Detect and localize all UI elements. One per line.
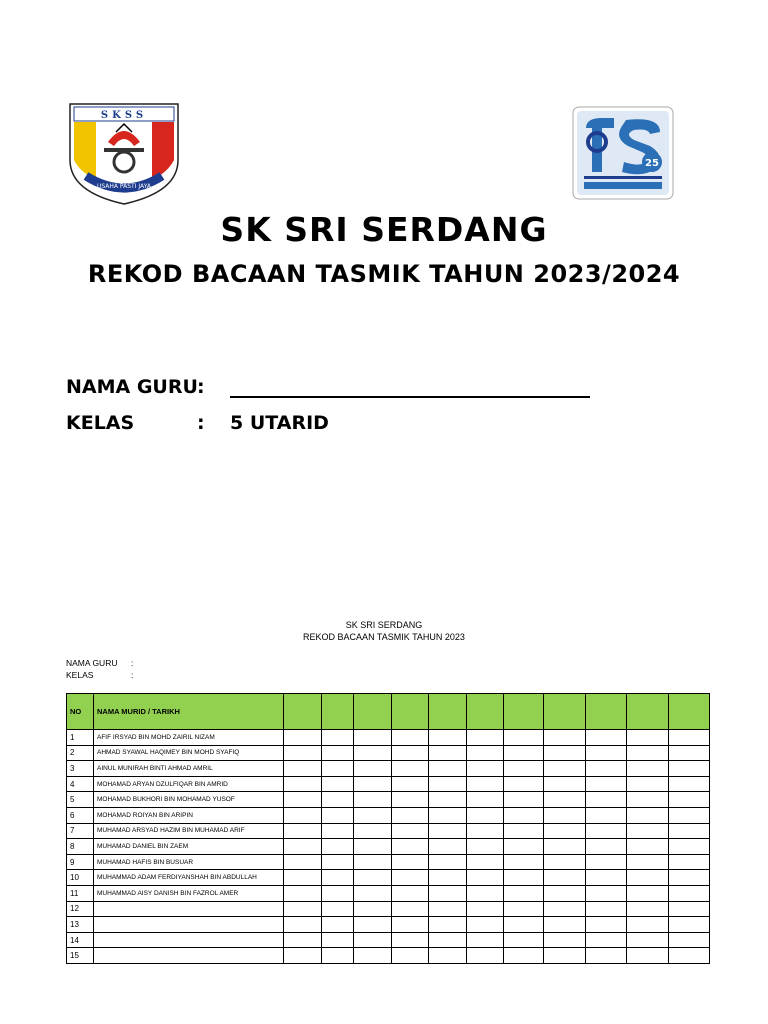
date-cell [429, 823, 467, 839]
date-cell [504, 761, 544, 777]
date-cell [467, 839, 504, 855]
date-cell [429, 917, 467, 933]
date-cell [429, 948, 467, 964]
sheet-class-label: KELAS [66, 670, 94, 680]
date-cell [586, 823, 627, 839]
student-name [94, 932, 284, 948]
sheet-teacher-colon: : [131, 658, 134, 668]
class-colon: : [197, 412, 205, 434]
date-cell [504, 792, 544, 808]
reading-record-table [66, 693, 710, 964]
date-cell [586, 870, 627, 886]
date-cell [504, 745, 544, 761]
table-row [67, 807, 710, 823]
date-cell [467, 745, 504, 761]
date-cell [586, 932, 627, 948]
col-name-header: NAMA MURID / TARIKH [94, 694, 284, 730]
student-name: AFIF IRSYAD BIN MOHD ZAIRIL NIZAM [94, 730, 284, 746]
date-cell [544, 870, 586, 886]
date-cell [284, 761, 322, 777]
date-cell [586, 761, 627, 777]
row-number: 13 [67, 917, 94, 933]
date-cell [544, 792, 586, 808]
date-cell [322, 776, 354, 792]
date-column-header [544, 694, 586, 730]
sheet-class-colon: : [131, 670, 134, 680]
date-column-header [627, 694, 669, 730]
date-cell [586, 901, 627, 917]
date-column-header [467, 694, 504, 730]
date-cell [467, 901, 504, 917]
date-cell [586, 807, 627, 823]
date-cell [392, 730, 429, 746]
student-name: MUHAMAD HAFIS BIN BUSUAR [94, 854, 284, 870]
date-cell [322, 948, 354, 964]
date-cell [467, 885, 504, 901]
table-row [67, 730, 710, 746]
date-cell [392, 932, 429, 948]
date-column-header [669, 694, 710, 730]
date-cell [627, 792, 669, 808]
row-number: 10 [67, 870, 94, 886]
date-cell [354, 807, 392, 823]
teacher-name-colon: : [197, 376, 205, 398]
date-cell [504, 932, 544, 948]
table-row [67, 839, 710, 855]
student-name: MUHAMAD DANIEL BIN ZAEM [94, 839, 284, 855]
row-number: 8 [67, 839, 94, 855]
date-cell [322, 792, 354, 808]
date-cell [284, 792, 322, 808]
row-number: 5 [67, 792, 94, 808]
date-cell [544, 932, 586, 948]
date-cell [669, 745, 710, 761]
date-cell [322, 870, 354, 886]
date-column-header [284, 694, 322, 730]
svg-text:25: 25 [645, 158, 659, 169]
student-name: AINUL MUNIRAH BINTI AHMAD AMRIL [94, 761, 284, 777]
date-cell [429, 932, 467, 948]
date-cell [467, 932, 504, 948]
date-cell [354, 776, 392, 792]
date-cell [322, 745, 354, 761]
date-cell [429, 776, 467, 792]
date-cell [544, 839, 586, 855]
class-label: KELAS [66, 412, 135, 434]
student-name [94, 948, 284, 964]
table-row [67, 917, 710, 933]
row-number: 7 [67, 823, 94, 839]
date-cell [627, 839, 669, 855]
date-cell [354, 870, 392, 886]
row-number: 4 [67, 776, 94, 792]
date-cell [467, 854, 504, 870]
table-row [67, 776, 710, 792]
date-cell [669, 839, 710, 855]
date-cell [354, 948, 392, 964]
date-cell [627, 776, 669, 792]
student-name: MOHAMAD BUKHORI BIN MOHAMAD YUSOF [94, 792, 284, 808]
date-cell [354, 761, 392, 777]
date-cell [284, 870, 322, 886]
date-cell [284, 745, 322, 761]
date-cell [392, 745, 429, 761]
date-cell [392, 854, 429, 870]
date-cell [544, 745, 586, 761]
record-title-heading: REKOD BACAAN TASMIK TAHUN 2023/2024 [87, 260, 681, 288]
date-cell [322, 823, 354, 839]
date-column-header [504, 694, 544, 730]
date-cell [392, 885, 429, 901]
date-cell [322, 917, 354, 933]
date-cell [586, 730, 627, 746]
date-cell [504, 730, 544, 746]
student-name: MUHAMMAD AISY DANISH BIN FAZROL AMER [94, 885, 284, 901]
date-column-header [392, 694, 429, 730]
date-cell [392, 776, 429, 792]
date-cell [284, 885, 322, 901]
date-cell [284, 917, 322, 933]
date-cell [669, 948, 710, 964]
date-cell [354, 730, 392, 746]
date-cell [467, 948, 504, 964]
date-cell [627, 730, 669, 746]
date-cell [322, 761, 354, 777]
date-cell [669, 917, 710, 933]
date-cell [322, 839, 354, 855]
date-cell [354, 745, 392, 761]
date-cell [586, 745, 627, 761]
table-row [67, 948, 710, 964]
date-cell [586, 839, 627, 855]
date-column-header [354, 694, 392, 730]
date-cell [284, 948, 322, 964]
row-number: 11 [67, 885, 94, 901]
date-cell [322, 807, 354, 823]
table-body [67, 730, 710, 964]
teacher-name-label: NAMA GURU [66, 376, 198, 398]
date-cell [322, 932, 354, 948]
date-cell [392, 948, 429, 964]
class-value: 5 UTARID [230, 412, 329, 434]
date-cell [586, 776, 627, 792]
date-cell [627, 885, 669, 901]
date-cell [544, 807, 586, 823]
table-row [67, 932, 710, 948]
sheet-record-title: REKOD BACAAN TASMIK TAHUN 2023 [303, 632, 465, 642]
table-row [67, 854, 710, 870]
date-cell [467, 917, 504, 933]
date-cell [504, 885, 544, 901]
date-cell [627, 807, 669, 823]
date-cell [627, 761, 669, 777]
date-cell [586, 854, 627, 870]
date-cell [392, 870, 429, 886]
date-cell [586, 948, 627, 964]
date-cell [586, 917, 627, 933]
date-cell [627, 901, 669, 917]
row-number: 3 [67, 761, 94, 777]
crest-letters: SKSS [100, 110, 148, 121]
date-cell [504, 901, 544, 917]
date-cell [392, 839, 429, 855]
col-no-header: NO [67, 694, 94, 730]
row-number: 6 [67, 807, 94, 823]
table-row [67, 823, 710, 839]
date-cell [467, 761, 504, 777]
date-cell [669, 776, 710, 792]
date-cell [284, 776, 322, 792]
date-cell [544, 948, 586, 964]
date-cell [429, 730, 467, 746]
sheet-school-name: SK SRI SERDANG [345, 620, 423, 630]
date-cell [627, 745, 669, 761]
student-name: MUHAMMAD ADAM FERDIYANSHAH BIN ABDULLAH [94, 870, 284, 886]
date-cell [354, 885, 392, 901]
date-cell [392, 807, 429, 823]
date-cell [504, 807, 544, 823]
date-cell [544, 823, 586, 839]
row-number: 9 [67, 854, 94, 870]
date-cell [669, 730, 710, 746]
date-cell [354, 917, 392, 933]
crest-motto: USAHA PASTI JAYA [96, 183, 152, 190]
date-cell [467, 870, 504, 886]
date-cell [392, 792, 429, 808]
date-cell [429, 807, 467, 823]
date-cell [467, 792, 504, 808]
date-cell [354, 932, 392, 948]
date-cell [544, 776, 586, 792]
student-name: AHMAD SYAWAL HAQIMEY BIN MOHD SYAFIQ [94, 745, 284, 761]
date-cell [504, 870, 544, 886]
student-name [94, 901, 284, 917]
date-cell [627, 917, 669, 933]
sheet-teacher-label: NAMA GURU [66, 658, 118, 668]
date-cell [627, 870, 669, 886]
date-cell [392, 917, 429, 933]
date-cell [544, 901, 586, 917]
table-row [67, 901, 710, 917]
date-cell [627, 948, 669, 964]
date-cell [669, 807, 710, 823]
date-cell [467, 776, 504, 792]
date-cell [669, 901, 710, 917]
date-cell [627, 932, 669, 948]
date-cell [322, 854, 354, 870]
school-name-heading: SK SRI SERDANG [220, 210, 548, 249]
date-cell [467, 807, 504, 823]
date-cell [429, 901, 467, 917]
date-cell [504, 839, 544, 855]
date-cell [669, 885, 710, 901]
date-cell [467, 730, 504, 746]
date-cell [504, 948, 544, 964]
date-cell [544, 885, 586, 901]
student-name: MOHAMAD ROIYAN BIN ARIPIN [94, 807, 284, 823]
school-crest-logo [66, 102, 182, 206]
date-cell [669, 792, 710, 808]
date-cell [429, 885, 467, 901]
date-cell [392, 761, 429, 777]
date-cell [429, 839, 467, 855]
row-number: 14 [67, 932, 94, 948]
student-name: MUHAMAD ARSYAD HAZIM BIN MUHAMAD ARIF [94, 823, 284, 839]
table-row [67, 761, 710, 777]
date-cell [544, 917, 586, 933]
date-cell [627, 823, 669, 839]
date-cell [392, 823, 429, 839]
date-cell [669, 823, 710, 839]
date-cell [354, 854, 392, 870]
date-cell [354, 823, 392, 839]
date-column-header [429, 694, 467, 730]
student-name: MOHAMAD ARYAN DZULFIQAR BIN AMRID [94, 776, 284, 792]
teacher-name-blank-line [230, 396, 590, 398]
table-header-row [67, 694, 710, 730]
date-cell [284, 823, 322, 839]
date-cell [429, 761, 467, 777]
date-cell [504, 854, 544, 870]
date-cell [586, 885, 627, 901]
student-name [94, 917, 284, 933]
date-cell [392, 901, 429, 917]
date-cell [354, 901, 392, 917]
date-cell [504, 776, 544, 792]
date-cell [544, 761, 586, 777]
date-cell [322, 885, 354, 901]
date-cell [669, 854, 710, 870]
date-cell [284, 932, 322, 948]
table-row [67, 885, 710, 901]
date-cell [429, 870, 467, 886]
date-cell [669, 761, 710, 777]
date-cell [354, 792, 392, 808]
date-cell [669, 870, 710, 886]
date-cell [284, 901, 322, 917]
date-column-header [322, 694, 354, 730]
row-number: 1 [67, 730, 94, 746]
date-cell [467, 823, 504, 839]
date-cell [429, 745, 467, 761]
date-cell [504, 823, 544, 839]
row-number: 15 [67, 948, 94, 964]
date-cell [627, 854, 669, 870]
date-cell [669, 932, 710, 948]
date-column-header [586, 694, 627, 730]
date-cell [429, 792, 467, 808]
date-cell [544, 854, 586, 870]
date-cell [284, 730, 322, 746]
date-cell [544, 730, 586, 746]
date-cell [284, 839, 322, 855]
table-row [67, 870, 710, 886]
row-number: 12 [67, 901, 94, 917]
date-cell [354, 839, 392, 855]
ts25-logo [572, 106, 674, 200]
date-cell [586, 792, 627, 808]
date-cell [284, 854, 322, 870]
date-cell [504, 917, 544, 933]
date-cell [429, 854, 467, 870]
table-row [67, 792, 710, 808]
row-number: 2 [67, 745, 94, 761]
table-row [67, 745, 710, 761]
date-cell [284, 807, 322, 823]
date-cell [322, 901, 354, 917]
date-cell [322, 730, 354, 746]
